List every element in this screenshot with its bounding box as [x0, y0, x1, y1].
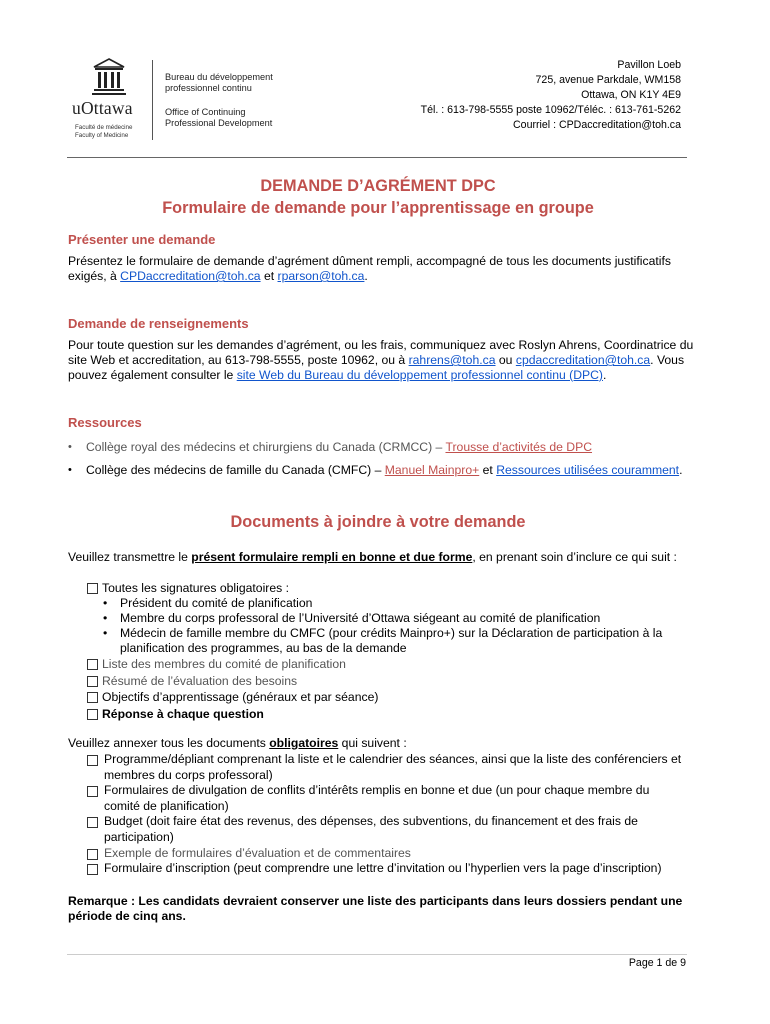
- section-resources: [68, 415, 688, 478]
- list-item: • Collège royal des médecins et chirurgiens du Canada (CRMCC) – Trousse d’activités de DPC: [68, 440, 688, 455]
- title-main: DEMANDE D’AGRÉMENT DPC: [260, 177, 496, 195]
- info-text: Pour toute question sur les demandes d’agrément, ou les frais, communiquez avec Roslyn Ahrens, Coordinatrice du site Web et accreditation, au 613-798-5555, poste 10962, ou à rahrens@toh.ca ou cpdaccreditation@toh.ca. Vous pouvez également consulter le site Web du Bureau du développement professionnel continu (DPC).: [68, 338, 694, 382]
- remark: Remarque : Les candidats devraient conserver une liste des participants dans leurs dossiers pendant une période de cinq ans.: [68, 894, 683, 923]
- crmcc-toolkit-link[interactable]: Trousse d’activités de DPC: [445, 440, 593, 454]
- documents-heading: Documents à joindre à votre demande: [230, 513, 526, 531]
- footer-rule: [67, 954, 687, 955]
- checklist-item[interactable]: Réponse à chaque question: [87, 706, 687, 722]
- annex-intro: Veuillez annexer tous les documents obligatoires qui suivent :: [68, 736, 407, 750]
- checkbox[interactable]: [87, 849, 98, 860]
- email-link-rahrens[interactable]: rahrens@toh.ca: [408, 353, 496, 367]
- header-divider: [152, 60, 153, 140]
- section-heading: Présenter une demande: [68, 232, 216, 247]
- checkbox[interactable]: [87, 786, 98, 797]
- checkbox[interactable]: [87, 583, 98, 594]
- checklist-item[interactable]: Objectifs d’apprentissage (généraux et par séance): [87, 689, 687, 705]
- resources-list: [68, 440, 688, 478]
- section-info: [68, 316, 698, 383]
- present-text: Présentez le formulaire de demande d’agrément dûment rempli, accompagné de tous les documents justificatifs exigés, à CPDaccreditation@toh.ca et rparson@toh.ca.: [68, 254, 671, 283]
- list-item: • Collège des médecins de famille du Canada (CMFC) – Manuel Mainpro+ et Ressources utilisées couramment.: [68, 463, 688, 478]
- section-heading: Demande de renseignements: [68, 316, 249, 331]
- page-title: [0, 175, 756, 219]
- title-subtitle: Formulaire de demande pour l’apprentissage en groupe: [162, 199, 594, 217]
- attachments-checklist: [87, 752, 687, 877]
- section-heading: Ressources: [68, 415, 142, 430]
- logo-faculty: Faculté de médecine Faculty of Medicine: [75, 124, 133, 139]
- checkbox[interactable]: [87, 692, 98, 703]
- mainpro-manual-link[interactable]: Manuel Mainpro+: [384, 463, 480, 477]
- building-icon: [92, 58, 126, 96]
- office-name: Office of Continuing Professional Development: [165, 107, 273, 128]
- page-number: Page 1 de 9: [628, 957, 686, 969]
- documents-intro: Veuillez transmettre le présent formulaire rempli en bonne et due forme, en prenant soin d’inclure ce qui suit :: [68, 550, 677, 564]
- checklist-item[interactable]: Résumé de l’évaluation des besoins: [87, 673, 687, 689]
- checkbox[interactable]: [87, 817, 98, 828]
- checklist-item[interactable]: Formulaires de divulgation de conflits d’intérêts remplis en bonne et due (un pour chaque membre du comité de planification): [87, 783, 687, 814]
- checklist-item[interactable]: Toutes les signatures obligatoires :: [87, 580, 687, 596]
- contact-address: Pavillon Loeb 725, avenue Parkdale, WM158 Ottawa, ON K1Y 4E9 Tél. : 613-798-5555 poste 10962/Téléc. : 613-761-5262 Courriel : CPDaccreditation@toh.ca: [420, 59, 681, 131]
- checkbox[interactable]: [87, 676, 98, 687]
- list-item: • Médecin de famille membre du CMFC (pour crédits Mainpro+) sur la Déclaration de participation à la planification des programmes, au bas de la demande: [100, 626, 687, 656]
- cpd-website-link[interactable]: site Web du Bureau du développement professionnel continu (DPC): [236, 368, 603, 382]
- checklist-item[interactable]: Programme/dépliant comprenant la liste et le calendrier des séances, ainsi que la liste des conférenciers et membres du corps professoral): [87, 752, 687, 783]
- header-rule: [67, 157, 687, 158]
- list-item: • Président du comité de planification: [100, 596, 687, 611]
- uottawa-logo: [72, 58, 147, 142]
- bureau-name: Bureau du développement professionnel continu: [165, 72, 273, 93]
- signature-list: [100, 596, 687, 656]
- email-link-cpd[interactable]: CPDaccreditation@toh.ca: [120, 269, 261, 283]
- checklist-item[interactable]: Formulaire d’inscription (peut comprendre une lettre d’invitation ou l’hyperlien vers la page d’inscription): [87, 861, 687, 877]
- section-present: [68, 232, 698, 284]
- list-item: • Membre du corps professoral de l’Université d’Ottawa siégeant au comité de planification: [100, 611, 687, 626]
- required-checklist: [87, 580, 687, 722]
- checkbox[interactable]: [87, 659, 98, 670]
- checklist-item[interactable]: Exemple de formulaires d’évaluation et de commentaires: [87, 846, 687, 862]
- checkbox[interactable]: [87, 755, 98, 766]
- checklist-item[interactable]: Liste des membres du comité de planification: [87, 656, 687, 672]
- checklist-item[interactable]: Budget (doit faire état des revenus, des dépenses, des subventions, du financement et des frais de participation): [87, 814, 687, 845]
- logo-brand: uOttawa: [72, 98, 133, 118]
- common-resources-link[interactable]: Ressources utilisées couramment: [496, 463, 680, 477]
- checkbox[interactable]: [87, 709, 98, 720]
- email-link-cpd[interactable]: cpdaccreditation@toh.ca: [515, 353, 651, 367]
- email-link-rparson[interactable]: rparson@toh.ca: [277, 269, 365, 283]
- checkbox[interactable]: [87, 864, 98, 875]
